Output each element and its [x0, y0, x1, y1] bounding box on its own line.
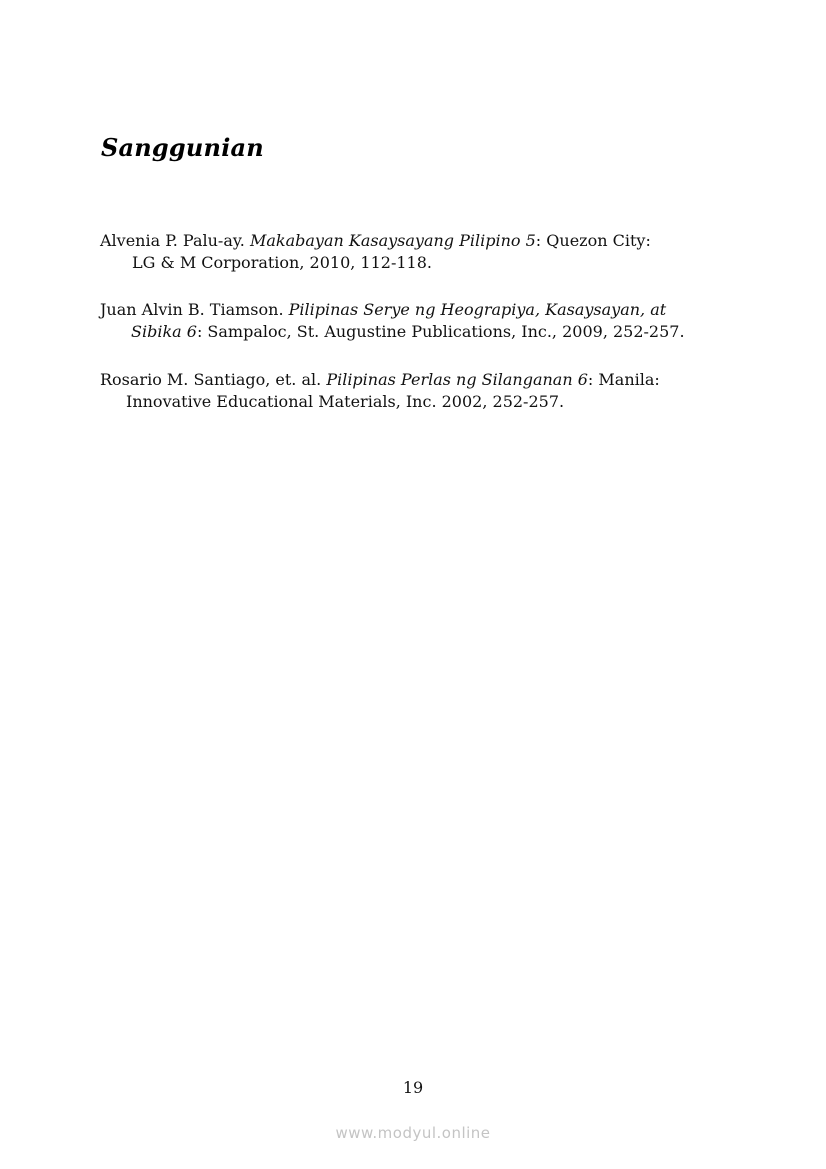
- reference-details: : Manila:: [587, 370, 660, 389]
- reference-continuation: Innovative Educational Materials, Inc. 2002, 252-257.: [126, 392, 565, 411]
- watermark: www.modyul.online: [335, 1124, 491, 1142]
- reference-line: [100, 230, 740, 252]
- reference-author: Rosario M. Santiago, et. al.: [100, 370, 327, 389]
- page-number: 19: [402, 1078, 424, 1097]
- reference-title: Makabayan Kasaysayang Pilipino 5: [249, 231, 536, 250]
- reference-author: Juan Alvin B. Tiamson.: [100, 300, 289, 319]
- reference-line: [100, 369, 740, 391]
- reference-title: Pilipinas Perlas ng Silanganan 6: [326, 370, 588, 389]
- reference-entry: [100, 299, 740, 343]
- reference-details: : Sampaloc, St. Augustine Publications, Inc., 2009, 252-257.: [196, 322, 685, 341]
- reference-entry: [100, 369, 740, 413]
- page-heading: Sanggunian: [101, 133, 264, 162]
- reference-details: : Quezon City:: [535, 231, 651, 250]
- reference-author: Alvenia P. Palu-ay.: [100, 231, 250, 250]
- reference-title: Pilipinas Serye ng Heograpiya, Kasaysayan, at: [288, 300, 667, 319]
- reference-entry: [100, 230, 740, 274]
- reference-line: [100, 299, 740, 321]
- reference-title-continued: Sibika 6: [131, 322, 197, 341]
- reference-continuation: [100, 321, 740, 343]
- reference-continuation: LG & M Corporation, 2010, 112-118.: [132, 253, 432, 272]
